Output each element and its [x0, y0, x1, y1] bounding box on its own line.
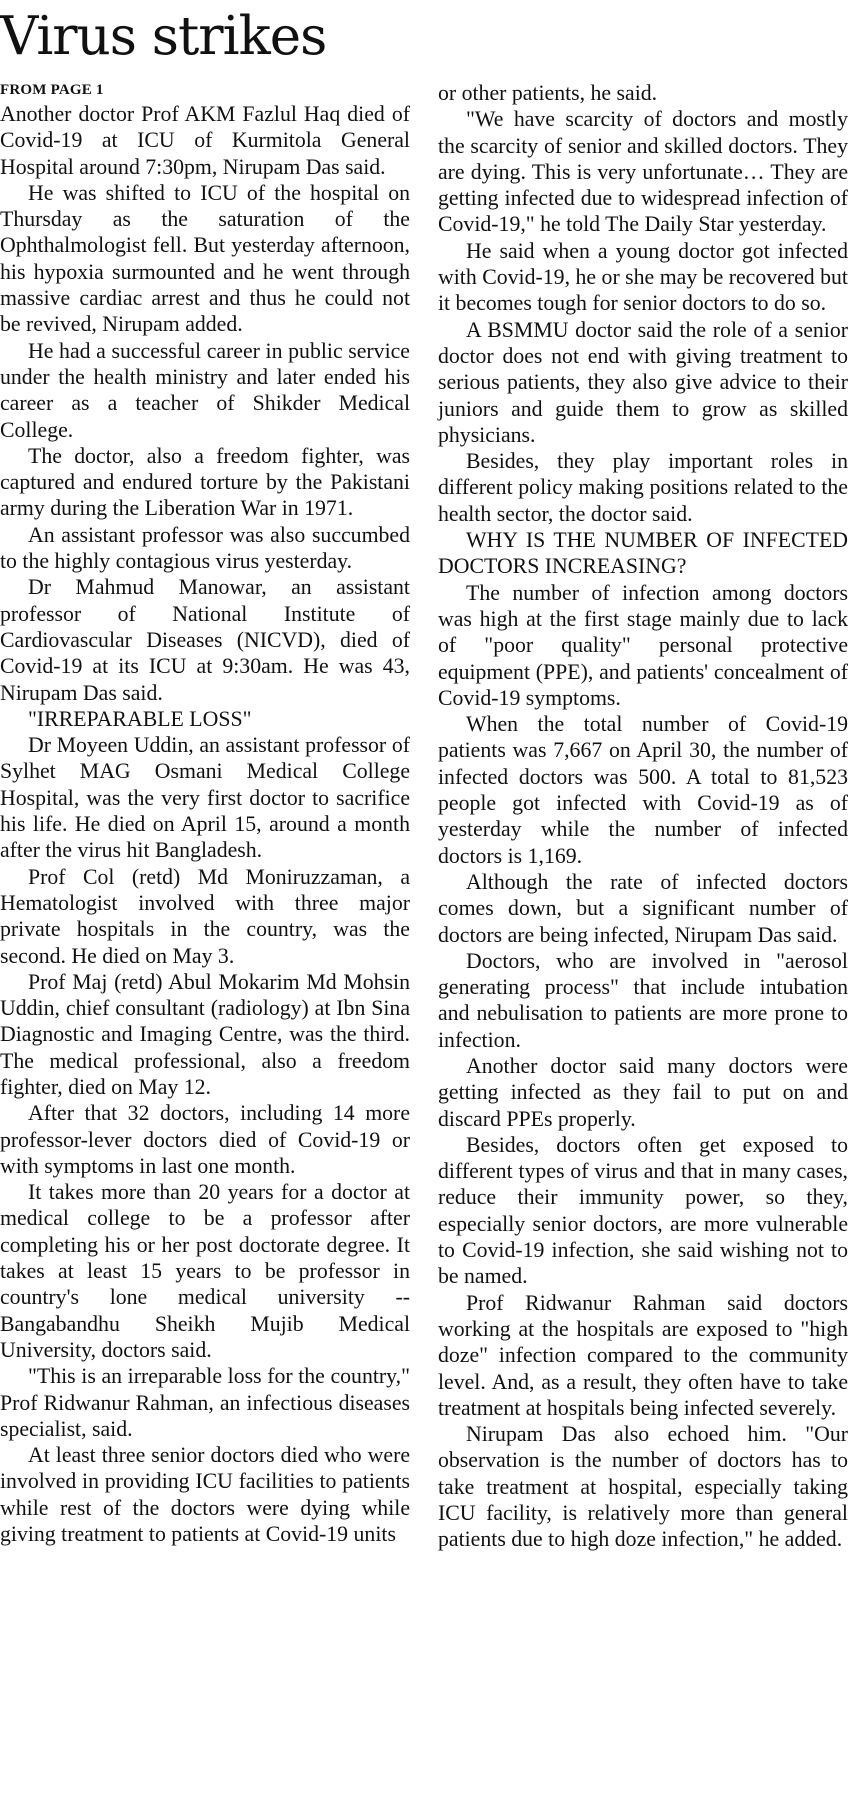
- paragraph: or other patients, he said.: [438, 81, 658, 105]
- subheading: WHY IS THE NUMBER OF INFECTED DOCTORS INCREASING?: [438, 528, 848, 579]
- paragraph: Although the rate of infected doctors comes down, but a significant number of doctors are being infected, Nirupam Das said.: [438, 869, 848, 947]
- paragraph: An assistant professor was also succumbed to the highly contagious virus yesterday.: [0, 522, 410, 574]
- paragraph: At least three senior doctors died who were involved in providing ICU facilities to patients while rest of the doctors were dying while giving treatment to patients at Covid-19 units: [0, 1443, 410, 1547]
- paragraph: Prof Ridwanur Rahman said doctors working at the hospitals are exposed to "high doze" infection compared to the community level. And, as a result, they often have to take treatment at hospitals being infected severely.: [438, 1290, 848, 1420]
- kicker: FROM PAGE 1: [0, 82, 104, 98]
- paragraph: Besides, doctors often get exposed to different types of virus and that in many cases, reduce their immunity power, so they, especially senior doctors, are more vulnerable to Covid-19 infection, she said wishing not to be named.: [438, 1132, 848, 1289]
- paragraph: Another doctor Prof AKM Fazlul Haq died of Covid-19 at ICU of Kurmitola General Hospital around 7:30pm, Nirupam Das said.: [0, 102, 410, 179]
- subheading: "IRREPARABLE LOSS": [28, 706, 252, 731]
- left-column: [0, 80, 410, 1547]
- paragraph: "We have scarcity of doctors and mostly the scarcity of senior and skilled doctors. They are dying. This is very unfortunate… They are getting infected due to widespread infection of Covid-19," he told The Daily Star yesterday.: [438, 107, 848, 237]
- paragraph: He was shifted to ICU of the hospital on Thursday as the saturation of the Ophthalmologist fell. But yesterday afternoon, his hypoxia surmounted and he went through massive cardiac arrest and thus he could not be revived, Nirupam added.: [0, 180, 410, 337]
- headline: Virus strikes: [0, 6, 327, 67]
- paragraph: He had a successful career in public service under the health ministry and later ended his career as a teacher of Shikder Medical College.: [0, 338, 410, 442]
- paragraph: Another doctor said many doctors were getting infected as they fail to put on and discard PPEs properly.: [438, 1053, 848, 1131]
- paragraph: Prof Col (retd) Md Moniruzzaman, a Hematologist involved with three major private hospitals in the country, was the second. He died on May 3.: [0, 864, 410, 968]
- paragraph: Nirupam Das also echoed him. "Our observation is the number of doctors has to take treatment at hospital, especially taking ICU facility, is relatively more than general patients due to high doze infection," he added.: [438, 1422, 848, 1552]
- right-column: [438, 80, 848, 1553]
- paragraph: The doctor, also a freedom fighter, was captured and endured torture by the Pakistani army during the Liberation War in 1971.: [0, 443, 410, 521]
- paragraph: When the total number of Covid-19 patients was 7,667 on April 30, the number of infected doctors was 500. A total to 81,523 people got infected with Covid-19 as of yesterday while the number of infected doctors is 1,169.: [438, 712, 848, 868]
- paragraph: "This is an irreparable loss for the country," Prof Ridwanur Rahman, an infectious diseases specialist, said.: [0, 1364, 410, 1441]
- paragraph: Doctors, who are involved in "aerosol generating process" that include intubation and nebulisation to patients are more prone to infection.: [438, 948, 848, 1052]
- paragraph: Dr Mahmud Manowar, an assistant professor of National Institute of Cardiovascular Diseases (NICVD), died of Covid-19 at its ICU at 9:30am. He was 43, Nirupam Das said.: [0, 575, 410, 705]
- paragraph: After that 32 doctors, including 14 more professor-lever doctors died of Covid-19 or with symptoms in last one month.: [0, 1101, 410, 1178]
- paragraph: Besides, they play important roles in different policy making positions related to the health sector, the doctor said.: [438, 449, 848, 526]
- paragraph: The number of infection among doctors was high at the first stage mainly due to lack of "poor quality" personal protective equipment (PPE), and patients' concealment of Covid-19 symptoms.: [438, 580, 848, 710]
- paragraph: A BSMMU doctor said the role of a senior doctor does not end with giving treatment to serious patients, they also give advice to their juniors and guide them to grow as skilled physicians.: [438, 317, 848, 447]
- paragraph: It takes more than 20 years for a doctor at medical college to be a professor after completing his or her post doctorate degree. It takes at least 15 years to be professor in country's lone medical university -- Bangabandhu Sheikh Mujib Medical University, doctors said.: [0, 1180, 410, 1362]
- paragraph: Dr Moyeen Uddin, an assistant professor of Sylhet MAG Osmani Medical College Hospital, was the very first doctor to sacrifice his life. He died on April 15, around a month after the virus hit Bangladesh.: [0, 733, 410, 863]
- paragraph: Prof Maj (retd) Abul Mokarim Md Mohsin Uddin, chief consultant (radiology) at Ibn Sina Diagnostic and Imaging Centre, was the third. The medical professional, also a freedom fighter, died on May 12.: [0, 969, 410, 1099]
- paragraph: He said when a young doctor got infected with Covid-19, he or she may be recovered but it becomes tough for senior doctors to do so.: [438, 238, 848, 316]
